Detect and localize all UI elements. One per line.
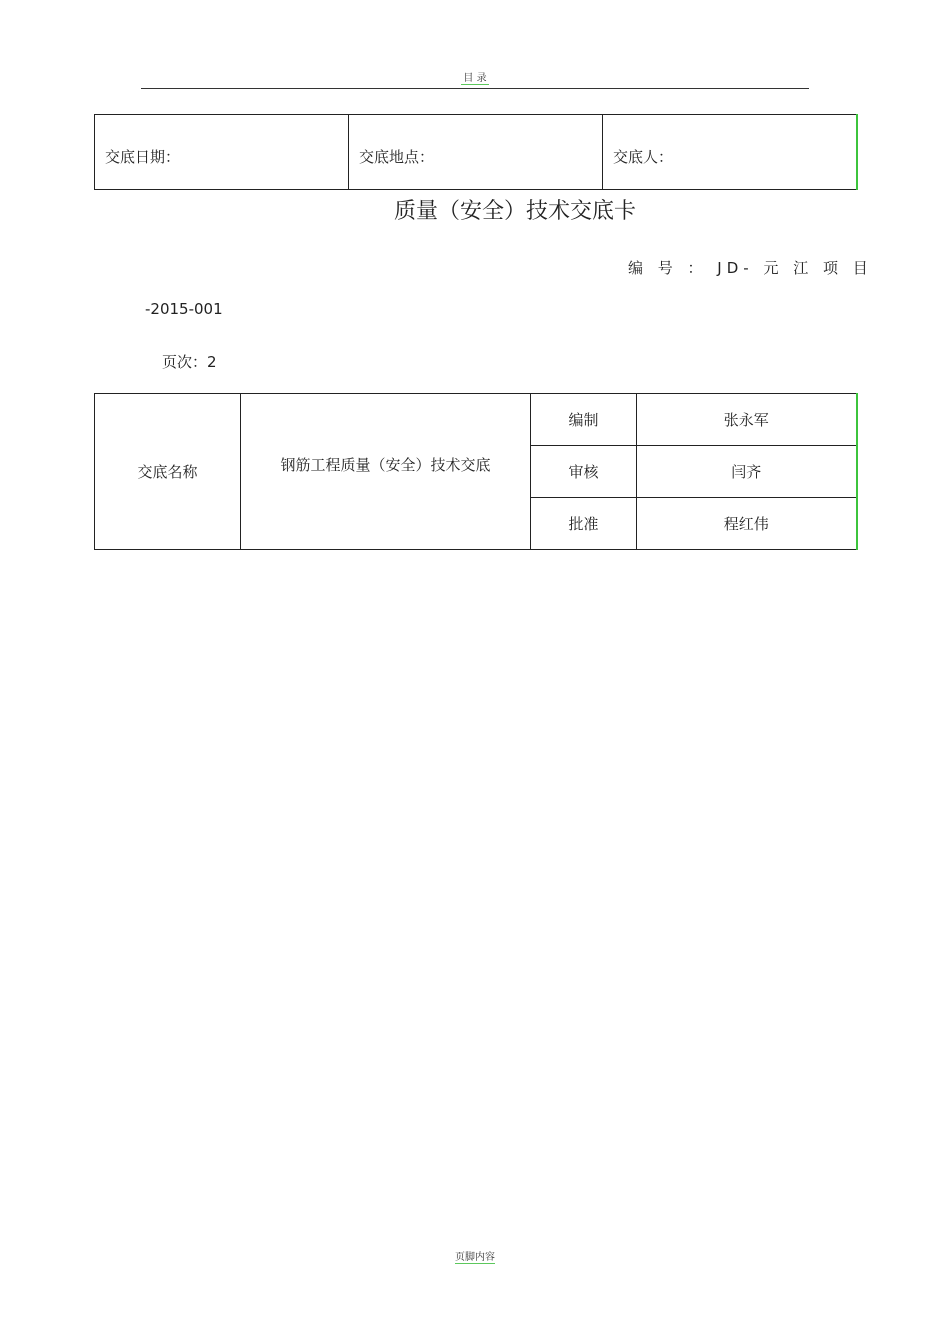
page-footer — [0, 1248, 950, 1263]
name-value: 钢筋工程质量（安全）技术交底 — [241, 394, 531, 550]
document-title: 质量（安全）技术交底卡 — [393, 199, 636, 224]
approved-value: 程红伟 — [637, 498, 857, 550]
page-footer-text: 页脚内容 — [455, 1252, 495, 1263]
compiled-value: 张永军 — [637, 394, 857, 446]
page-header — [0, 72, 950, 86]
reviewed-label: 审核 — [531, 446, 637, 498]
date-label: 交底日期： — [95, 115, 349, 190]
person-label: 交底人： — [603, 115, 857, 190]
approved-label: 批准 — [531, 498, 637, 550]
compiled-label: 编制 — [531, 394, 637, 446]
meta-table — [94, 114, 858, 190]
info-table — [94, 393, 858, 550]
place-label: 交底地点： — [349, 115, 603, 190]
document-code: 编 号 ： JD- 元 江 项 目 — [628, 259, 873, 277]
page-number: 页次：2 — [162, 353, 217, 371]
header-rule — [141, 88, 809, 89]
reviewed-value: 闫齐 — [637, 446, 857, 498]
name-label: 交底名称 — [95, 394, 241, 550]
page-header-text: 目 录 — [463, 73, 487, 84]
document-code-cont: -2015-001 — [145, 300, 223, 318]
